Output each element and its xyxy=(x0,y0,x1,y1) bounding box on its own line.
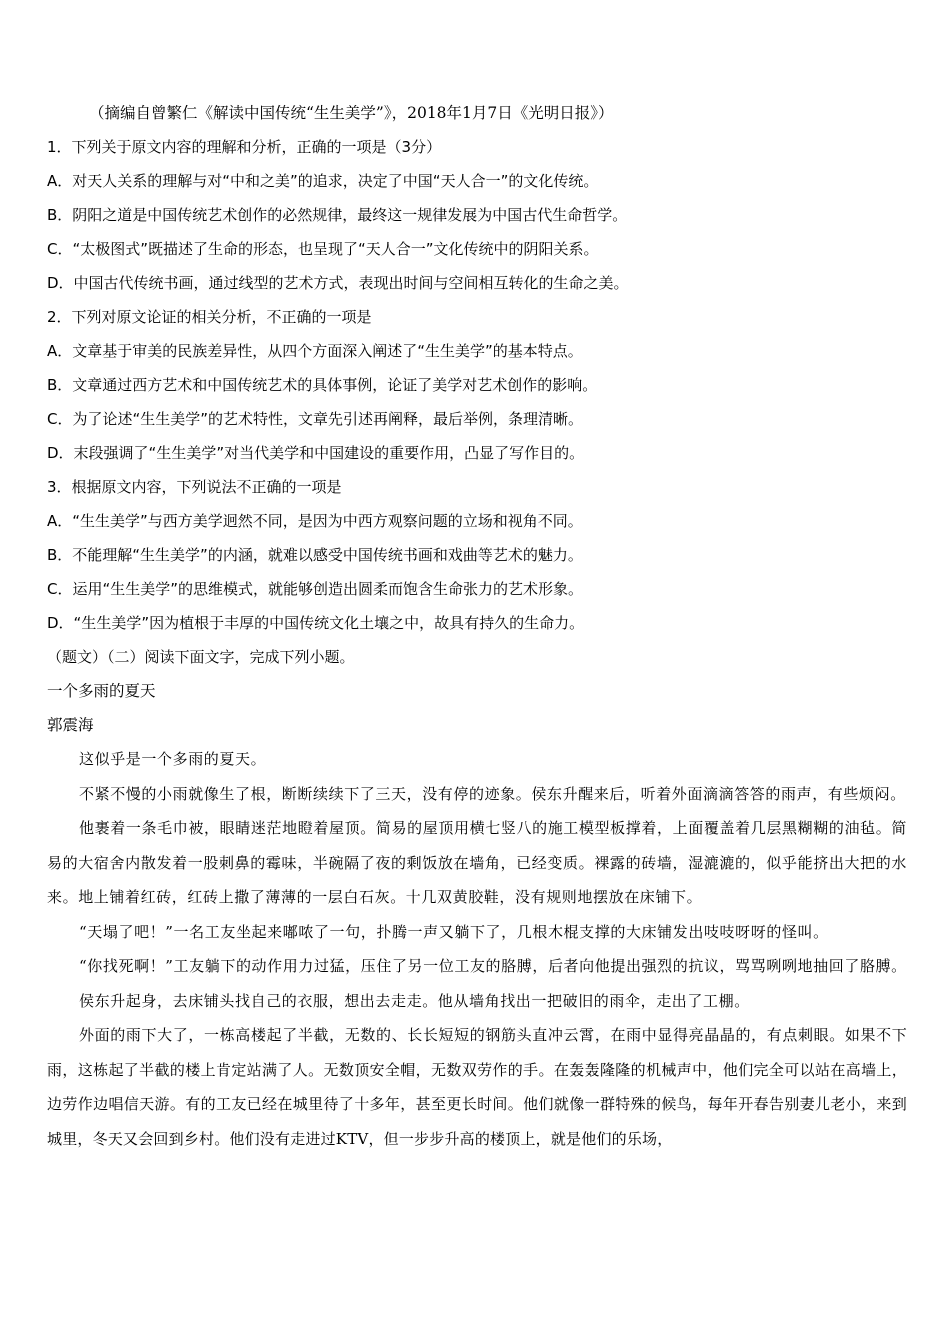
option-c: C．“太极图式”既描述了生命的形态，也呈现了“天人合一”文化传统中的阴阳关系。 xyxy=(47,240,599,258)
option-a: A．文章基于审美的民族差异性，从四个方面深入阐述了“生生美学”的基本特点。 xyxy=(47,342,583,360)
option-b: B．文章通过西方艺术和中国传统艺术的具体事例，论证了美学对艺术创作的影响。 xyxy=(47,376,598,394)
option-c: C．为了论述“生生美学”的艺术特性，文章先引述再阐释，最后举例，条理清晰。 xyxy=(47,410,584,428)
story-paragraph: 这似乎是一个多雨的夏天。 xyxy=(79,750,267,768)
question-3 xyxy=(47,470,907,640)
story-title: 一个多雨的夏天 xyxy=(47,682,156,700)
question-2 xyxy=(47,300,907,470)
story-paragraph: “你找死啊！”工友躺下的动作用力过猛，压住了另一位工友的胳膊，后者向他提出强烈的抗议，骂骂咧咧地抽回了胳膊。 xyxy=(79,957,907,975)
option-d: D．“生生美学”因为植根于丰厚的中国传统文化土壤之中，故具有持久的生命力。 xyxy=(47,614,585,632)
source-citation: （摘编自曾繁仁《解读中国传统“生生美学”》，2018年1月7日《光明日报》） xyxy=(89,104,614,122)
story-paragraph: 侯东升起身，去床铺头找自己的衣服，想出去走走。他从墙角找出一把破旧的雨伞，走出了工棚。 xyxy=(79,991,750,1010)
question-stem: 3．根据原文内容，下列说法不正确的一项是 xyxy=(47,478,342,496)
story-paragraph: “天塌了吧！”一名工友坐起来嘟哝了一句，扑腾一声又躺下了，几根木棍支撑的大床铺发出吱吱呀呀的怪叫。 xyxy=(79,922,829,941)
story-author: 郭震海 xyxy=(47,716,94,734)
section-heading: （题文）（二）阅读下面文字，完成下列小题。 xyxy=(47,648,355,666)
story-paragraph: 外面的雨下大了，一栋高楼起了半截，无数的、长长短短的钢筋头直冲云霄，在雨中显得亮晶晶的，有点刺眼。如果不下雨，这栋起了半截的楼上肯定站满了人。无数顶安全帽，无数双劳作的手。在轰轰隆隆的机械声中，他们完全可以站在高墙上，边劳作边唱信天游。有的工友已经在城里待了十多年，甚至更长时间。他们就像一群特殊的候鸟，每年开春告别妻儿老小，来到城里，冬天又会回到乡村。他们没有走进过KTV，但一步步升高的楼顶上，就是他们的乐场， xyxy=(47,1026,907,1148)
option-a: A．“生生美学”与西方美学迥然不同，是因为中西方观察问题的立场和视角不同。 xyxy=(47,512,583,530)
option-b: B．不能理解“生生美学”的内涵，就难以感受中国传统书画和戏曲等艺术的魅力。 xyxy=(47,546,583,564)
story-paragraph: 不紧不慢的小雨就像生了根，断断续续下了三天，没有停的迹象。侯东升醒来后，听着外面滴滴答答的雨声，有些烦闷。 xyxy=(79,784,906,803)
question-stem: 1．下列关于原文内容的理解和分析，正确的一项是（3分） xyxy=(47,138,442,156)
question-stem: 2．下列对原文论证的相关分析，不正确的一项是 xyxy=(47,308,372,326)
option-d: D．末段强调了“生生美学”对当代美学和中国建设的重要作用，凸显了写作目的。 xyxy=(47,444,585,462)
document-page xyxy=(47,96,907,1156)
question-1 xyxy=(47,130,907,300)
story-body xyxy=(47,742,907,1156)
option-d: D．中国古代传统书画，通过线型的艺术方式，表现出时间与空间相互转化的生命之美。 xyxy=(47,274,629,292)
option-c: C．运用“生生美学”的思维模式，就能够创造出圆柔而饱含生命张力的艺术形象。 xyxy=(47,580,584,598)
option-b: B．阴阳之道是中国传统艺术创作的必然规律，最终这一规律发展为中国古代生命哲学。 xyxy=(47,206,628,224)
option-a: A．对天人关系的理解与对“中和之美”的追求，决定了中国“天人合一”的文化传统。 xyxy=(47,172,599,190)
story-paragraph: 他裹着一条毛巾被，眼睛迷茫地瞪着屋顶。简易的屋顶用横七竖八的施工模型板撑着，上面覆盖着几层黑糊糊的油毡。简易的大宿舍内散发着一股刺鼻的霉味，半碗隔了夜的剩饭放在墙角，已经变质。裸露的砖墙，湿漉漉的，似乎能挤出大把的水来。地上铺着红砖，红砖上撒了薄薄的一层白石灰。十几双黄胶鞋，没有规则地摆放在床铺下。 xyxy=(47,819,907,906)
